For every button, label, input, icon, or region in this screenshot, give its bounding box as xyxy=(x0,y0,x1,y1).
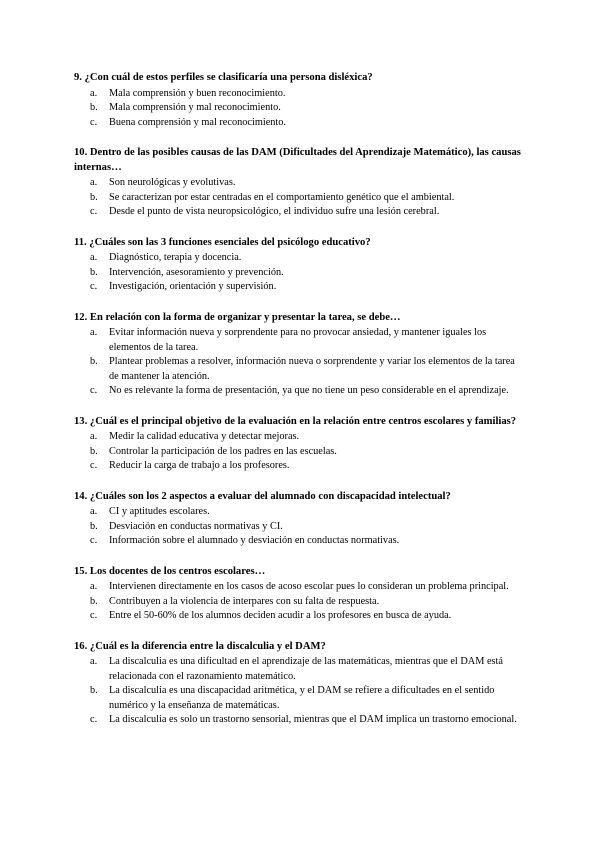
option-letter: b. xyxy=(90,685,98,696)
answer-options xyxy=(74,655,526,728)
question-10 xyxy=(74,146,526,220)
option-text: Buena comprensión y mal reconocimiento. xyxy=(109,116,286,128)
answer-option-c xyxy=(74,534,526,549)
answer-options xyxy=(74,580,526,624)
option-letter: c. xyxy=(90,610,98,621)
option-text: Son neurológicas y evolutivas. xyxy=(109,177,236,188)
option-text: Información sobre el alumnado y desviación en conductas normativas. xyxy=(109,535,400,546)
option-text: Desde el punto de vista neuropsicológico, el individuo sufre una lesión cerebral. xyxy=(109,206,440,217)
answer-option-a xyxy=(74,87,526,102)
answer-option-c xyxy=(74,609,526,624)
option-text: Contribuyen a la violencia de interpares con su falta de respuesta. xyxy=(109,595,380,607)
question-9 xyxy=(74,71,526,130)
answer-option-a xyxy=(74,580,526,595)
option-letter: c. xyxy=(90,281,98,292)
question-12 xyxy=(74,311,526,399)
option-letter: a. xyxy=(90,252,98,263)
answer-options xyxy=(74,430,526,474)
answer-option-c xyxy=(74,205,526,220)
option-text: La discalculia es una discapacidad aritmética, y el DAM se refiere a dificultades en el sentido numérico y la enseñanza de matemáticas. xyxy=(109,685,495,711)
option-text: Reducir la carga de trabajo a los profesores. xyxy=(109,460,290,471)
option-letter: b. xyxy=(90,191,98,203)
option-letter: b. xyxy=(90,266,98,278)
answer-option-b xyxy=(74,266,526,281)
question-15 xyxy=(74,565,526,624)
question-13 xyxy=(74,415,526,474)
option-letter: b. xyxy=(90,520,98,532)
option-letter: a. xyxy=(90,656,98,667)
question-title: 12. En relación con la forma de organizar y presentar la tarea, se debe… xyxy=(74,311,401,323)
question-16 xyxy=(74,640,526,728)
answer-option-b xyxy=(74,101,526,116)
option-text: Se caracterizan por estar centradas en el comportamiento genético que el ambiental. xyxy=(109,191,455,203)
option-letter: a. xyxy=(90,431,98,442)
option-letter: a. xyxy=(90,87,98,99)
answer-options xyxy=(74,87,526,131)
answer-option-c xyxy=(74,280,526,295)
answer-option-b xyxy=(74,595,526,610)
option-text: CI y aptitudes escolares. xyxy=(109,506,210,517)
option-text: La discalculia es una dificultad en el aprendizaje de las matemáticas, mientras que el DAM está relacionada con el razonamiento matemático. xyxy=(109,656,503,682)
answer-options xyxy=(74,505,526,549)
answer-option-a xyxy=(74,505,526,520)
answer-options xyxy=(74,251,526,295)
option-text: Plantear problemas a resolver, información nueva o sorprendente y variar los elementos de la tarea de mantener la atención. xyxy=(109,356,515,382)
option-letter: b. xyxy=(90,445,98,457)
answer-option-b xyxy=(74,684,526,713)
answer-option-c xyxy=(74,116,526,131)
option-text: Intervienen directamente en los casos de acoso escolar pues lo consideran un problema principal. xyxy=(109,581,509,592)
option-text: Controlar la participación de los padres en las escuelas. xyxy=(109,445,337,457)
answer-option-b xyxy=(74,520,526,535)
answer-option-a xyxy=(74,655,526,684)
option-letter: a. xyxy=(90,506,98,517)
answer-option-a xyxy=(74,251,526,266)
option-text: Mala comprensión y mal reconocimiento. xyxy=(109,102,281,113)
option-letter: c. xyxy=(90,116,98,128)
option-text: Intervención, asesoramiento y prevención. xyxy=(109,266,284,278)
question-title: 9. ¿Con cuál de estos perfiles se clasificaría una persona disléxica? xyxy=(74,72,373,83)
question-title: 13. ¿Cuál es el principal objetivo de la evaluación en la relación entre centros escolares y familias? xyxy=(74,415,517,427)
option-text: No es relevante la forma de presentación, ya que no tiene un peso considerable en el aprendizaje. xyxy=(109,385,509,396)
option-letter: c. xyxy=(90,460,98,471)
answer-option-a xyxy=(74,430,526,445)
option-letter: a. xyxy=(90,177,98,188)
exam-document xyxy=(74,71,526,744)
option-text: Diagnóstico, terapia y docencia. xyxy=(109,252,242,263)
answer-option-b xyxy=(74,191,526,206)
option-text: Desviación en conductas normativas y CI. xyxy=(109,520,283,532)
answer-options xyxy=(74,326,526,399)
answer-options xyxy=(74,176,526,220)
question-title: 15. Los docentes de los centros escolares… xyxy=(74,565,266,577)
option-text: Investigación, orientación y supervisión. xyxy=(109,281,277,292)
option-text: La discalculia es solo un trastorno sensorial, mientras que el DAM implica un trastorno emocional. xyxy=(109,714,517,725)
option-text: Mala comprensión y buen reconocimiento. xyxy=(109,87,286,99)
question-14 xyxy=(74,490,526,549)
option-letter: c. xyxy=(90,385,98,396)
option-text: Entre el 50-60% de los alumnos deciden acudir a los profesores en busca de ayuda. xyxy=(109,610,452,621)
question-11 xyxy=(74,236,526,295)
answer-option-b xyxy=(74,445,526,460)
option-letter: b. xyxy=(90,356,98,367)
option-letter: b. xyxy=(90,595,98,607)
option-letter: a. xyxy=(90,581,98,592)
option-letter: c. xyxy=(90,535,98,546)
option-letter: c. xyxy=(90,206,98,217)
answer-option-c xyxy=(74,459,526,474)
option-letter: b. xyxy=(90,102,98,113)
answer-option-b xyxy=(74,355,526,384)
option-letter: a. xyxy=(90,327,98,338)
option-text: Evitar información nueva y sorprendente para no provocar ansiedad, y mantener iguales los elementos de la tarea. xyxy=(109,327,487,353)
answer-option-a xyxy=(74,326,526,355)
question-title: 11. ¿Cuáles son las 3 funciones esenciales del psicólogo educativo? xyxy=(74,236,371,248)
question-title: 16. ¿Cuál es la diferencia entre la discalculia y el DAM? xyxy=(74,640,326,652)
answer-option-c xyxy=(74,713,526,728)
answer-option-c xyxy=(74,384,526,399)
option-text: Medir la calidad educativa y detectar mejoras. xyxy=(109,431,300,442)
question-title: 10. Dentro de las posibles causas de las DAM (Dificultades del Aprendizaje Matemático), las causas internas… xyxy=(74,147,521,173)
question-title: 14. ¿Cuáles son los 2 aspectos a evaluar del alumnado con discapacidad intelectual? xyxy=(74,490,451,502)
option-letter: c. xyxy=(90,714,98,725)
answer-option-a xyxy=(74,176,526,191)
